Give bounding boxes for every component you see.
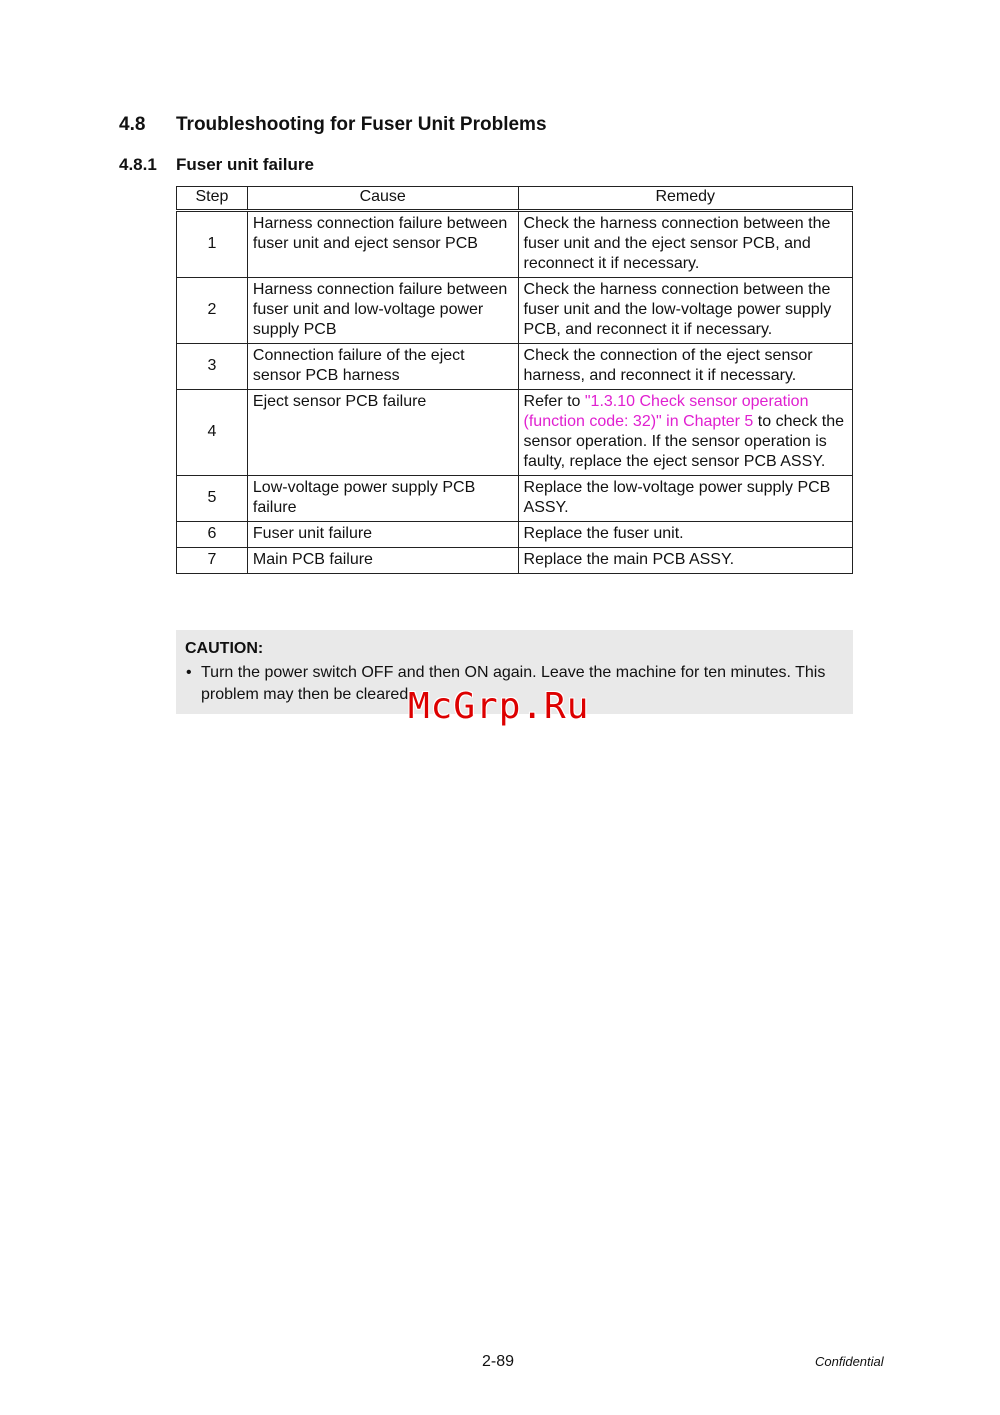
remedy-prefix: Refer to [523, 393, 585, 410]
remedy-cell: Replace the main PCB ASSY. [518, 548, 852, 574]
bullet-icon: • [186, 664, 192, 681]
table-header-row [177, 187, 853, 211]
step-cell: 3 [177, 344, 248, 390]
table-row [177, 344, 853, 390]
chapter-5-sensor-check-link[interactable]: "1.3.10 Check sensor operation (function code: 32)" in Chapter 5 [523, 393, 809, 430]
section-title [119, 114, 547, 136]
cause-cell: Eject sensor PCB failure [247, 390, 518, 476]
step-cell: 2 [177, 278, 248, 344]
step-cell: 1 [177, 211, 248, 278]
page-number: 2-89 [482, 1353, 515, 1370]
remedy-suffix: to check the sensor operation. If the sensor operation is faulty, replace the eject sensor PCB ASSY. [523, 413, 845, 470]
cause-cell: Connection failure of the eject sensor PCB harness [247, 344, 518, 390]
subsection-number: 4.8.1 [119, 155, 157, 174]
remedy-cell: Replace the fuser unit. [518, 522, 852, 548]
subsection-title [119, 155, 314, 175]
watermark-logo: McGrp.Ru [408, 686, 590, 727]
table-row [177, 522, 853, 548]
table-row [177, 390, 853, 476]
table-row [177, 278, 853, 344]
cause-cell: Low-voltage power supply PCB failure [247, 476, 518, 522]
table-row [177, 211, 853, 278]
subsection-title-text: Fuser unit failure [176, 155, 314, 174]
cause-cell: Fuser unit failure [247, 522, 518, 548]
header-remedy: Remedy [518, 187, 852, 211]
remedy-cell: Check the harness connection between the fuser unit and the eject sensor PCB, and reconnect it if necessary. [518, 211, 852, 278]
cause-cell: Harness connection failure between fuser unit and low-voltage power supply PCB [247, 278, 518, 344]
remedy-cell: Check the connection of the eject sensor harness, and reconnect it if necessary. [518, 344, 852, 390]
cause-cell: Main PCB failure [247, 548, 518, 574]
table-row [177, 476, 853, 522]
step-cell: 5 [177, 476, 248, 522]
step-cell: 7 [177, 548, 248, 574]
step-cell: 4 [177, 390, 248, 476]
section-title-text: Troubleshooting for Fuser Unit Problems [176, 114, 547, 135]
confidential-label: Confidential [815, 1354, 884, 1369]
remedy-cell: Replace the low-voltage power supply PCB ASSY. [518, 476, 852, 522]
troubleshooting-table [176, 186, 853, 574]
remedy-cell [518, 390, 852, 476]
step-cell: 6 [177, 522, 248, 548]
section-number: 4.8 [119, 114, 146, 135]
remedy-cell: Check the harness connection between the fuser unit and the low-voltage power supply PCB, and reconnect it if necessary. [518, 278, 852, 344]
table-row [177, 548, 853, 574]
header-step: Step [177, 187, 248, 211]
cause-cell: Harness connection failure between fuser unit and eject sensor PCB [247, 211, 518, 278]
caution-heading: CAUTION: [185, 640, 264, 657]
header-cause: Cause [247, 187, 518, 211]
caution-item-text: Turn the power switch OFF and then ON again. Leave the machine for ten minutes. This problem may then be cleared. [201, 664, 826, 703]
